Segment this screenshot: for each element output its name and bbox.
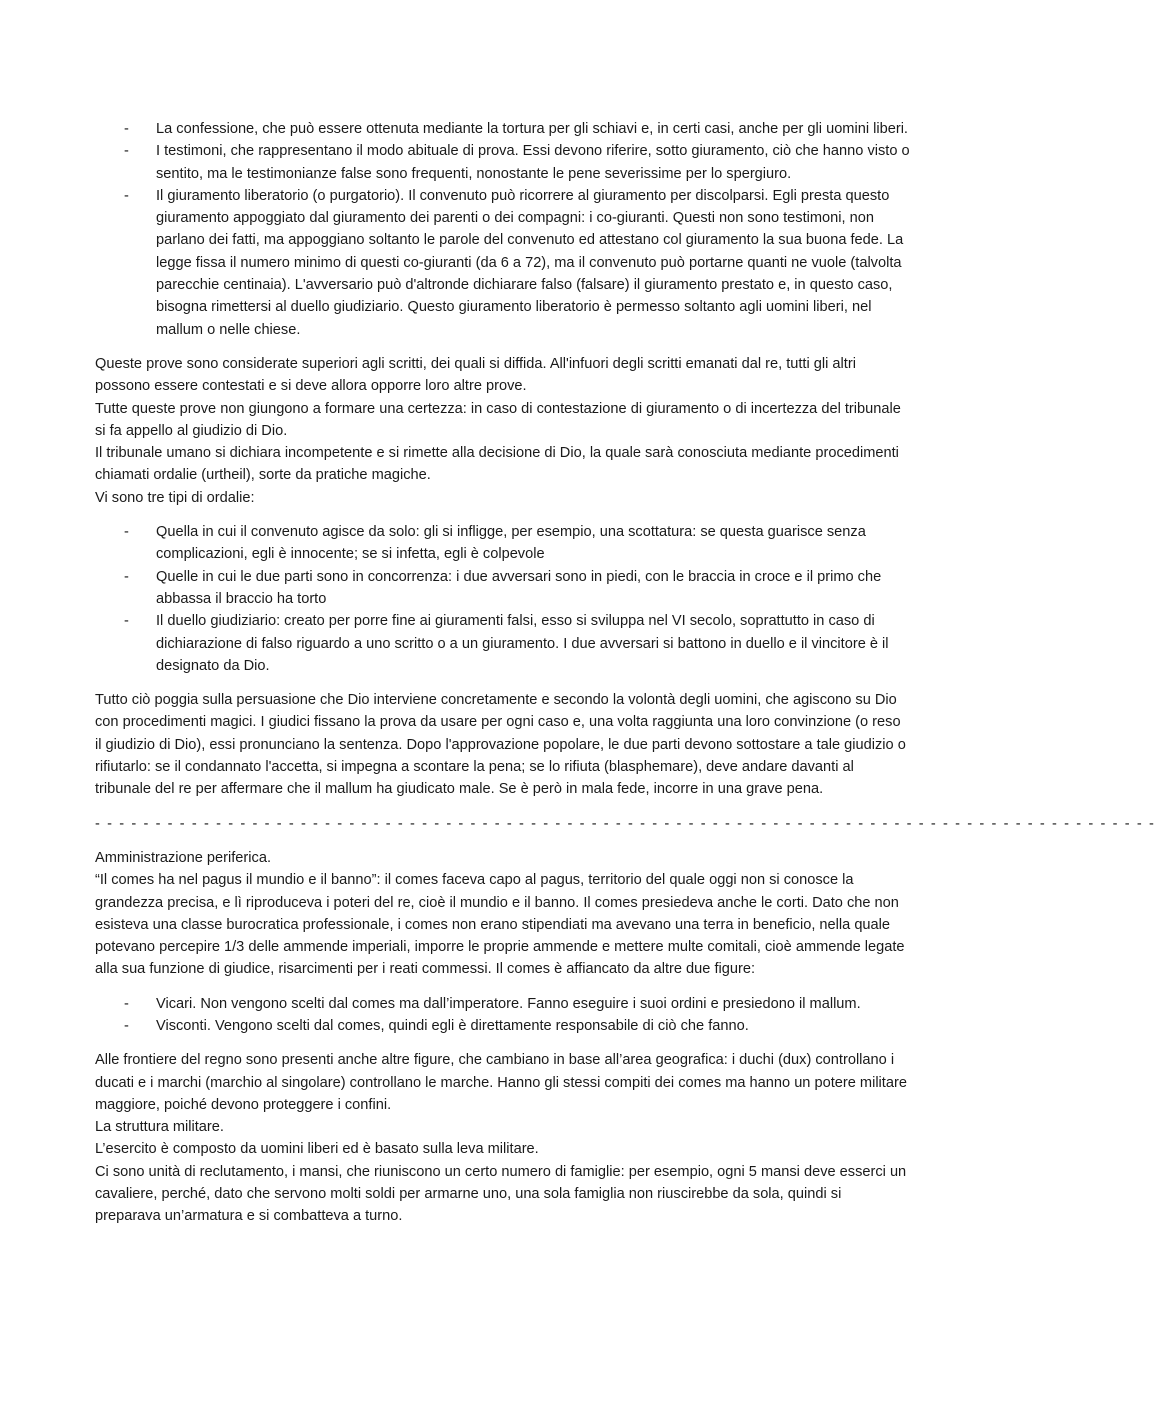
paragraph: Vi sono tre tipi di ordalie: xyxy=(95,489,255,506)
spacer xyxy=(95,981,910,993)
paragraph: Ci sono unità di reclutamento, i mansi, che riuniscono un certo numero di famiglie: per esempio, ogni 5 mansi deve esserci un cavaliere, perché, dato che servono molti soldi per armarne uno, una sola famiglia non riuscirebbe da sola, quindi si preparava un’armatura e si combatteva a turno. xyxy=(95,1163,907,1225)
list-item-text: Il giuramento liberatorio (o purgatorio). Il convenuto può ricorrere al giuramento per discolparsi. Egli presta questo giuramento appoggiato dal giuramento dei parenti o dei compagni: i co-giuranti. Questi non sono testimoni, non parlano dei fatti, ma appoggiano soltanto le parole del convenuto ed attestano col giuramento la sua buona fede. La legge fissa il numero minimo di questi co-giuranti (da 6 a 72), ma il convenuto può portarne quanti ne vuole (talvolta parecchie centinaia). L'avversario può d'altronde dichiarare falso (falsare) il giuramento prestato e, in questo caso, bisogna rimettersi al duello giudiziario. Questo giuramento liberatorio è permesso soltanto agli uomini liberi, nel mallum o nelle chiese. xyxy=(156,187,904,338)
spacer xyxy=(95,341,910,353)
comes-assistants-list xyxy=(95,993,910,1038)
dash-bullet: - xyxy=(124,121,129,137)
list-item xyxy=(95,610,910,677)
list-item-text: Quelle in cui le due parti sono in concorrenza: i due avversari sono in piedi, con le braccia in croce e il primo che abbassa il braccio ha torto xyxy=(156,568,882,607)
section-heading: La struttura militare. xyxy=(95,1119,224,1136)
list-item xyxy=(95,140,910,185)
paragraph: Il tribunale umano si dichiara incompetente e si rimette alla decisione di Dio, la quale sarà conosciuta mediante procedimenti chiamati ordalie (urtheil), sorte da pratiche magiche. xyxy=(95,445,899,484)
document-body xyxy=(95,118,1155,1228)
section-heading: Amministrazione periferica. xyxy=(95,849,271,866)
list-item xyxy=(95,521,910,566)
dash-bullet: - xyxy=(124,524,129,541)
dash-bullet: - xyxy=(124,995,129,1012)
dash-bullet: - xyxy=(124,143,129,160)
dashed-separator: - - - - - - - - - - - - - - - - - - - - - - - - - - - - - - - - - - - - - - - - - - - - - - - - - - - - - - - - - - - - - - - - - - - - - - - - - - - - - - - - - - - - - - - - xyxy=(95,815,1155,832)
paragraph: Tutto ciò poggia sulla persuasione che Dio interviene concretamente e secondo la volontà degli uomini, che agiscono su Dio con procedimenti magici. I giudici fissano la prova da usare per ogni caso e, una volta raggiunta una loro convinzione (o reso il giudizio di Dio), essi pronunciano la sentenza. Dopo l'approvazione popolare, le due parti devono sottostare a tale giudizio o rifiutarlo: se il condannato l'accetta, si impegna a scontare la pena; se lo rifiuta (blasphemare), deve andare davanti al tribunale del re per affermare che il mallum ha giudicato male. Se è però in mala fede, incorre in una grave pena. xyxy=(95,692,906,798)
paragraph: “Il comes ha nel pagus il mundio e il banno”: il comes faceva capo al pagus, territorio del quale oggi non si conosce la grandezza precisa, e lì riproduceva i poteri del re, cioè il mundio e il banno. Il comes presiedeva anche le corti. Dato che non esisteva una classe burocratica professionale, i comes non erano stipendiati ma avevano una terra in beneficio, nella quale potevano percepire 1/3 delle ammende imperiali, imporre le proprie ammende e mettere multe comitali, cioè ammende legate alla sua funzione di giudice, risarcimenti per i reati commessi. Il comes è affiancato da altre due figure: xyxy=(95,872,905,978)
list-item-text: Il duello giudiziario: creato per porre fine ai giuramenti falsi, esso si sviluppa nel VI secolo, soprattutto in caso di dichiarazione di falso riguardo a uno scritto o a un giuramento. I due avversari si battono in duello e il vincitore è il designato da Dio. xyxy=(156,613,889,674)
list-item xyxy=(95,566,910,611)
list-item xyxy=(95,185,910,341)
paragraph: Queste prove sono considerate superiori agli scritti, dei quali si diffida. All'infuori degli scritti emanati dal re, tutti gli altri possono essere contestati e si deve allora opporre loro altre prove. xyxy=(95,355,856,395)
spacer xyxy=(95,1037,910,1049)
list-item-text: I testimoni, che rappresentano il modo abituale di prova. Essi devono riferire, sotto giuramento, ciò che hanno visto o sentito, ma le testimonianze false sono frequenti, nonostante le pene severissime per lo spergiuro. xyxy=(156,143,910,182)
paragraph: L’esercito è composto da uomini liberi ed è basato sulla leva militare. xyxy=(95,1141,539,1158)
spacer xyxy=(95,801,910,813)
spacer xyxy=(95,677,910,689)
list-item-text: Quella in cui il convenuto agisce da solo: gli si infligge, per esempio, una scottatura: se questa guarisce senza complicazioni, egli è innocente; se si infetta, egli è colpevole xyxy=(156,524,866,563)
evidence-list xyxy=(95,118,910,341)
list-item-text: La confessione, che può essere ottenuta mediante la tortura per gli schiavi e, in certi casi, anche per gli uomini liberi. xyxy=(156,121,908,137)
list-item xyxy=(95,118,910,140)
list-item xyxy=(95,993,910,1015)
list-item-text: Visconti. Vengono scelti dal comes, quindi egli è direttamente responsabile di ciò che fanno. xyxy=(156,1017,749,1034)
paragraph: Tutte queste prove non giungono a formare una certezza: in caso di contestazione di giuramento o di incertezza del tribunale si fa appello al giudizio di Dio. xyxy=(95,400,901,439)
spacer xyxy=(95,835,910,847)
dash-bullet: - xyxy=(124,187,129,204)
paragraph: Alle frontiere del regno sono presenti anche altre figure, che cambiano in base all’area geografica: i duchi (dux) controllano i ducati e i marchi (marchio al singolare) controllano le marche. Hanno gli stessi compiti dei comes ma hanno un potere militare maggiore, poiché devono proteggere i confini. xyxy=(95,1052,907,1113)
list-item xyxy=(95,1015,910,1037)
dash-bullet: - xyxy=(124,568,129,585)
ordeal-types-list xyxy=(95,521,910,677)
dash-bullet: - xyxy=(124,613,129,630)
dash-bullet: - xyxy=(124,1017,129,1034)
list-item-text: Vicari. Non vengono scelti dal comes ma dall’imperatore. Fanno eseguire i suoi ordini e presiedono il mallum. xyxy=(156,995,861,1012)
spacer xyxy=(95,509,910,521)
